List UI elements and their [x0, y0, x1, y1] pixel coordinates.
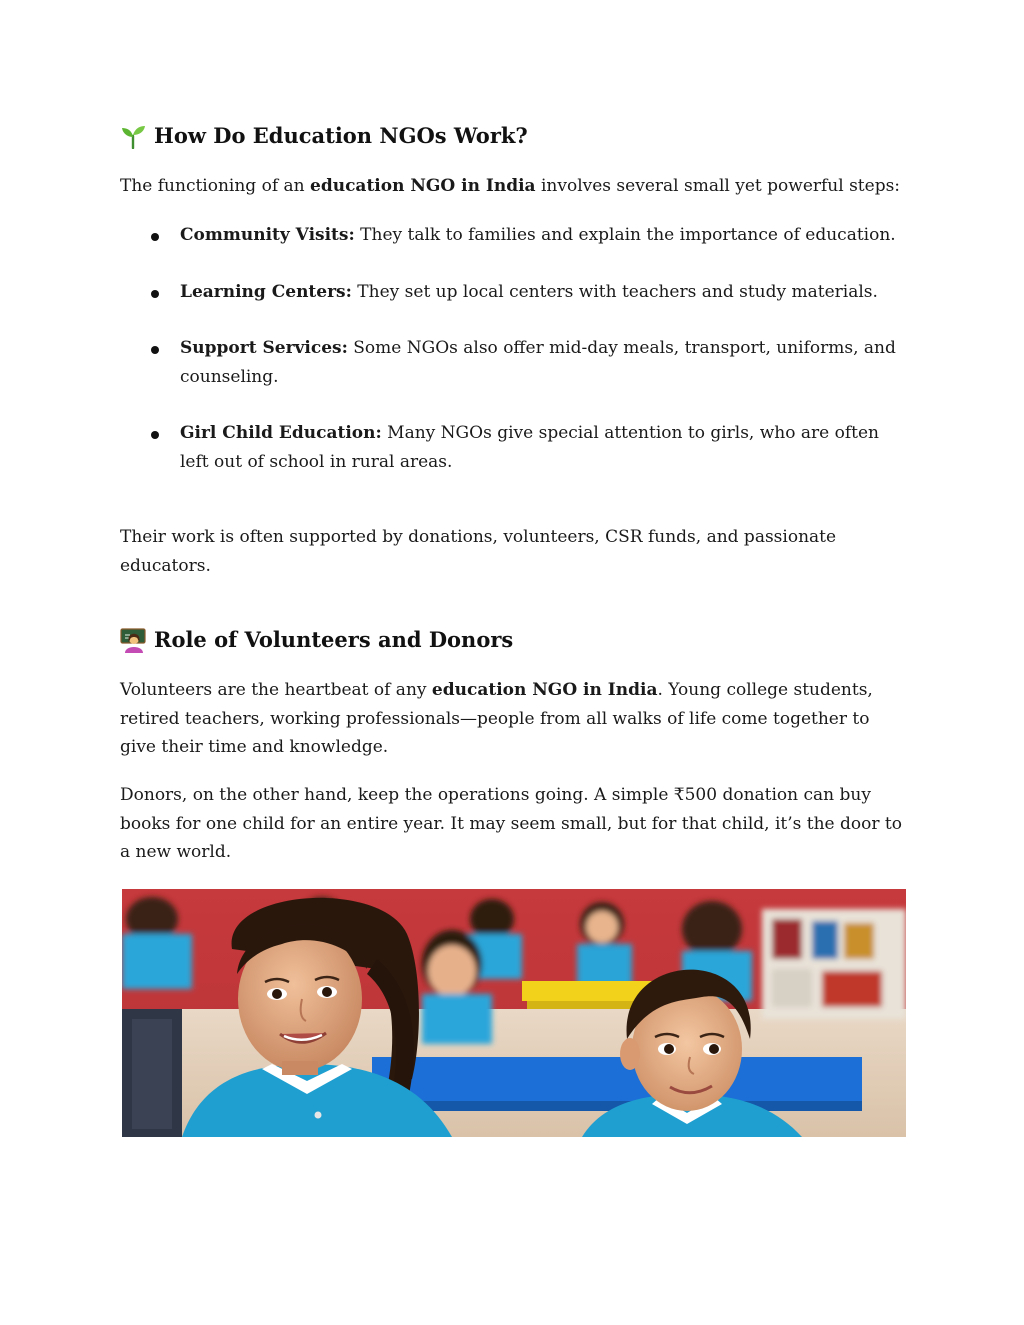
classroom-illustration [122, 889, 906, 1137]
list-item-label: Support Services: [180, 338, 348, 358]
volunteers-paragraph: Volunteers are the heartbeat of any education NGO in India. Young college students, retired teachers, working professionals—people from all walks of life come together to give their time and knowledge. [120, 680, 873, 757]
list-item-label: Girl Child Education: [180, 423, 382, 443]
bullet-icon [151, 233, 159, 241]
section1-intro: The functioning of an education NGO in India involves several small yet powerful steps: [120, 176, 901, 196]
background-shelves [762, 909, 906, 1019]
section-heading-how-ngos-work [120, 121, 906, 151]
list-item [120, 278, 906, 307]
list-item-text: They set up local centers with teachers and study materials. [351, 281, 878, 302]
list-item [120, 419, 906, 476]
list-item-label: Learning Centers: [180, 281, 352, 302]
bullet-icon [151, 290, 159, 298]
para-bold-keyword: education NGO in India [431, 680, 658, 700]
section1-closing: Their work is often supported by donations, volunteers, CSR funds, and passionate educators. [120, 527, 837, 576]
list-item [120, 334, 906, 391]
section-heading-volunteers-donors [120, 625, 906, 655]
list-item [120, 221, 906, 250]
heading-text: How Do Education NGOs Work? [154, 123, 528, 148]
list-item-label: Community Visits: [180, 225, 355, 245]
teacher-icon [120, 627, 146, 653]
bullet-icon [151, 346, 159, 354]
list-item-text: They talk to families and explain the importance of education. [354, 225, 896, 245]
steps-list [120, 221, 906, 504]
heading-text: Role of Volunteers and Donors [154, 627, 514, 652]
intro-bold-keyword: education NGO in India [310, 176, 536, 196]
desk-blue [372, 1057, 862, 1101]
list-item-text: Some NGOs also offer mid-day meals, transport, uniforms, and counseling. [180, 338, 896, 387]
seedling-icon [120, 123, 146, 149]
classroom-photo [122, 889, 906, 1137]
donors-paragraph: Donors, on the other hand, keep the operations going. A simple ₹500 donation can buy books for one child for an entire year. It may seem small, but for that child, it’s the door to a new world. [120, 785, 902, 862]
bullet-icon [151, 431, 159, 439]
list-item-text: Many NGOs give special attention to girls, who are often left out of school in rural areas. [180, 423, 879, 472]
